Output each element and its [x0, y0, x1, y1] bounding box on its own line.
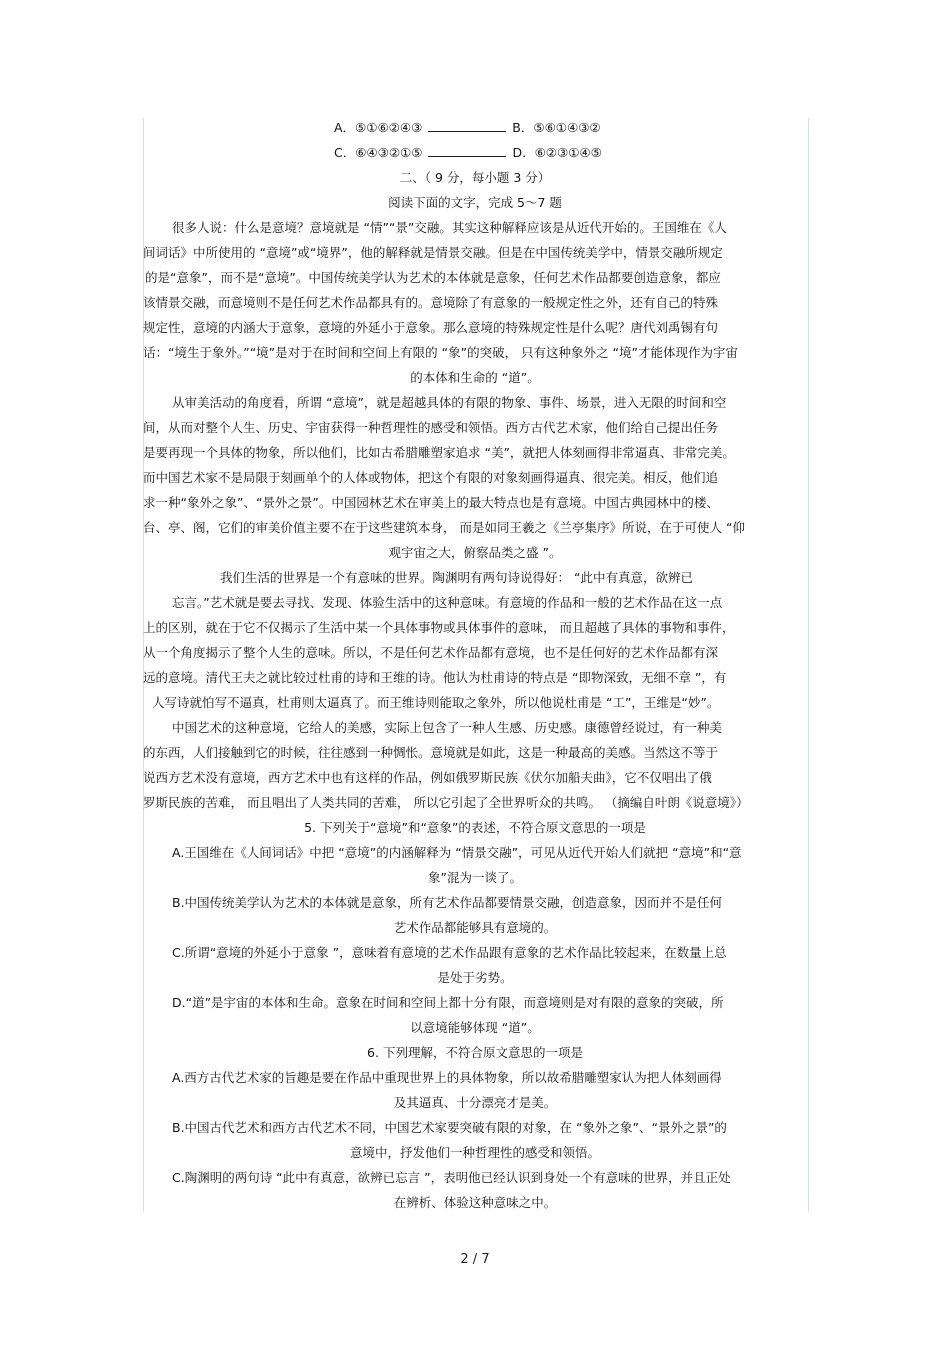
question-5-option-b-cont: 艺术作品都能够具有意境的。 — [393, 920, 557, 935]
option-c — [334, 145, 602, 161]
option-b-text: B．⑤⑥①④③② — [512, 120, 601, 135]
passage-line: 上的区别，就在于它不仅揭示了生活中某一个具体事物或具体事件的意味， 而且超越了具体的事物和事件， — [143, 620, 735, 635]
reading-instruction: 阅读下面的文字，完成 5～7 题 — [388, 195, 562, 210]
passage-line: 间词话》中所使用的 “意境”或“境界”，他的解释就是情景交融。但是在中国传统美学中，情景交融所规定 — [143, 245, 723, 260]
question-6-option-a: A.西方古代艺术家的旨趣是要在作品中重现世界上的具体物象，所以故希腊雕塑家认为把人体刻画得 — [172, 1070, 722, 1085]
question-5-option-d-cont: 以意境能够体现 “道”。 — [410, 1020, 540, 1035]
option-a-text: A．⑤①⑥②④③ — [334, 120, 423, 135]
passage-line: 的是“意象”，而不是“意境”。中国传统美学认为艺术的本体就是意象，任何艺术作品都要创造意象，都应 — [145, 270, 721, 285]
question-6-option-c: C.陶渊明的两句诗 “此中有真意，欲辨已忘言 ”，表明他已经认识到身处一个有意味的世界，并且正处 — [172, 1170, 731, 1185]
answer-blank — [428, 120, 506, 132]
question-5-option-a-cont: 象”混为一谈了。 — [428, 870, 522, 885]
passage-line: 求一种“象外之象”、“景外之景”。中国园林艺术在审美上的最大特点也是有意境。中国古典园林中的楼、 — [143, 495, 719, 510]
passage-line: 的本体和生命的 “道”。 — [410, 370, 540, 385]
question-5-option-b: B.中国传统美学认为艺术的本体就是意象，所有艺术作品都要情景交融，创造意象，因而并不是任何 — [172, 895, 723, 910]
question-5-option-c: C.所谓“意境的外延小于意象 ”，意味着有意境的艺术作品跟有意象的艺术作品比较起来，在数量上总 — [172, 945, 727, 960]
passage-line: 远的意境。清代王夫之就比较过杜甫的诗和王维的诗。他认为杜甫诗的特点是 “即物深致，无细不章 ”，有 — [143, 670, 727, 685]
passage-line: 我们生活的世界是一个有意味的世界。陶渊明有两句诗说得好： “此中有真意，欲辨已 — [220, 570, 693, 585]
passage-line: 中国艺术的这种意境，它给人的美感，实际上包含了一种人生感、历史感。康德曾经说过，有一种美 — [172, 720, 723, 735]
passage-line: 罗斯民族的苦难， 而且唱出了人类共同的苦难， 所以它引起了全世界听众的共鸣。 （摘编自叶朗《说意境》） — [143, 795, 749, 810]
passage-line: 间，从而对整个人生、历史、宇宙获得一种哲理性的感受和领悟。西方古代艺术家，他们给自己提出任务 — [143, 420, 719, 435]
passage-line: 人写诗就怕写不逼真，杜甫则太逼真了。而王维诗则能取之象外，所以他说杜甫是 “工”，王维是“妙”。 — [152, 695, 720, 710]
passage-line: 从审美活动的角度看，所谓 “意境”，就是超越具体的有限的物象、事件、场景，进入无限的时间和空 — [172, 395, 727, 410]
passage-line: 该情景交融，而意境则不是任何艺术作品都具有的。意境除了有意象的一般规定性之外，还有自己的特殊 — [143, 295, 719, 310]
passage-line: 规定性，意境的内涵大于意象，意境的外延小于意象。那么意境的特殊规定性是什么呢？唐代刘禹锡有句 — [143, 320, 719, 335]
passage-line: 说西方艺术没有意境，西方艺术中也有这样的作品，例如俄罗斯民族《伏尔加船夫曲》，它不仅唱出了俄 — [143, 770, 712, 785]
option-a — [334, 120, 601, 136]
passage-line: 很多人说：什么是意境？意境就是 “情”“景”交融。其实这种解释应该是从近代开始的。王国维在《人 — [172, 220, 727, 235]
question-6-option-b-cont: 意境中，抒发他们一种哲理性的感受和领悟。 — [349, 1145, 600, 1160]
section-header: 二、（ 9 分，每小题 3 分） — [399, 170, 551, 185]
passage-line: 观宇宙之大，俯察品类之盛 ”。 — [388, 545, 562, 560]
passage-line: 忘言。”艺术就是要去寻找、发现、体验生活中的这种意味。有意境的作品和一般的艺术作品在这一点 — [172, 595, 723, 610]
question-5-stem: 5. 下列关于“意境”和“意象”的表述，不符合原文意思的一项是 — [304, 820, 646, 835]
passage-line: 而中国艺术家不是局限于刻画单个的人体或物体，把这个有限的对象刻画得逼真、很完美。相反，他们追 — [143, 470, 719, 485]
passage-line: 台、亭、阁，它们的审美价值主要不在于这些建筑本身， 而是如同王羲之《兰亭集序》所说，在于可使人 “仰 — [143, 520, 745, 535]
passage-line: 是要再现一个具体的物象，所以他们，比如古希腊雕塑家追求 “美”，就把人体刻画得非常逼真、非常完美。 — [143, 445, 735, 460]
page-number: 2 / 7 — [460, 1252, 490, 1267]
passage-line: 从一个角度揭示了整个人生的意味。所以，不是任何艺术作品都有意境，也不是任何好的艺术作品都有深 — [143, 645, 719, 660]
option-c-text: C．⑥④③②①⑤ — [334, 145, 423, 160]
passage-line: 的东西，人们接触到它的时候，往往感到一种惆怅。意境就是如此，这是一种最高的美感。当然这不等于 — [143, 745, 719, 760]
answer-blank — [428, 145, 506, 157]
option-d-text: D．⑥②③①④⑤ — [512, 145, 602, 160]
question-6-option-a-cont: 及其逼真、十分漂亮才是美。 — [393, 1095, 557, 1110]
question-5-option-c-cont: 是处于劣势。 — [437, 970, 513, 985]
question-6-option-b: B.中国古代艺术和西方古代艺术不同，中国艺术家要突破有限的对象，在 “象外之象”、“景外之景”的 — [172, 1120, 727, 1135]
passage-line: 话：“境生于象外。”“境”是对于在时间和空间上有限的 “象”的突破， 只有这种象外之 “境”才能体现作为宇宙 — [143, 345, 738, 360]
question-5-option-a: A.王国维在《人间词话》中把 “意境”的内涵解释为 “情景交融”，可见从近代开始人们就把 “意境”和“意 — [172, 845, 742, 860]
question-6-stem: 6. 下列理解，不符合原文意思的一项是 — [367, 1045, 583, 1060]
question-6-option-c-cont: 在辨析、体验这种意味之中。 — [393, 1195, 557, 1210]
question-5-option-d: D.“道”是宇宙的本体和生命。意象在时间和空间上都十分有限，而意境则是对有限的意象的突破，所 — [172, 995, 724, 1010]
